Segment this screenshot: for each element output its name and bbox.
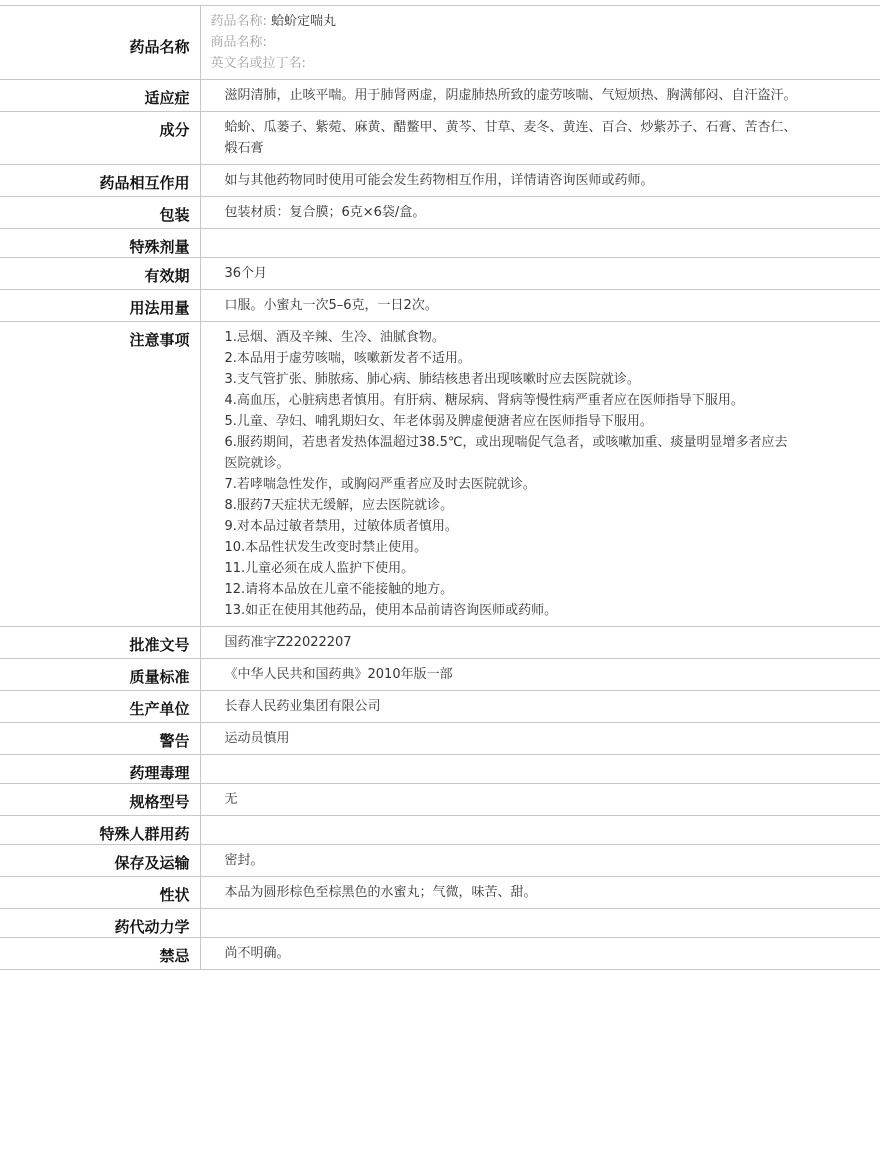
value-shelf-life: 36个月 <box>200 258 880 290</box>
value-interactions: 如与其他药物同时使用可能会发生药物相互作用，详情请咨询医师或药师。 <box>200 165 880 197</box>
value-pharmacokinetics <box>200 909 880 938</box>
precaution-item: 3.支气管扩张、肺脓疡、肺心病、肺结核患者出现咳嗽时应去医院就诊。 <box>224 372 640 387</box>
trade-name-key: 商品名称: <box>210 35 267 50</box>
label-storage: 保存及运输 <box>0 845 200 877</box>
label-indications: 适应症 <box>0 80 200 112</box>
value-warning: 运动员慎用 <box>200 723 880 755</box>
drug-name-line <box>211 11 801 32</box>
drug-info-table <box>0 5 880 970</box>
row-approval <box>0 627 880 659</box>
value-quality-standard: 《中华人民共和国药典》2010年版一部 <box>200 659 880 691</box>
label-shelf-life: 有效期 <box>0 258 200 290</box>
label-pharmacokinetics: 药代动力学 <box>0 909 200 938</box>
trade-name-line <box>211 32 801 53</box>
label-specification: 规格型号 <box>0 784 200 816</box>
precaution-item: 4.高血压，心脏病患者慎用。有肝病、糖尿病、肾病等慢性病严重者应在医师指导下服用。 <box>224 393 744 408</box>
row-special-dosage <box>0 229 880 258</box>
value-pharmacology <box>200 755 880 784</box>
precaution-item: 12.请将本品放在儿童不能接触的地方。 <box>224 582 454 597</box>
value-indications: 滋阴清肺，止咳平喘。用于肺肾两虚，阴虚肺热所致的虚劳咳喘、气短烦热、胸满郁闷、自汗盗汗。 <box>200 80 880 112</box>
english-name-key: 英文名或拉丁名: <box>210 56 306 71</box>
label-special-dosage: 特殊剂量 <box>0 229 200 258</box>
value-storage: 密封。 <box>200 845 880 877</box>
value-contraindications: 尚不明确。 <box>200 938 880 970</box>
row-precautions <box>0 322 880 627</box>
value-special-population <box>200 816 880 845</box>
row-contraindications <box>0 938 880 970</box>
value-ingredients: 蛤蚧、瓜蒌子、紫菀、麻黄、醋鳖甲、黄芩、甘草、麦冬、黄连、百合、炒紫苏子、石膏、苦杏仁、煅石膏 <box>200 112 880 165</box>
label-warning: 警告 <box>0 723 200 755</box>
value-usage: 口服。小蜜丸一次5–6克，一日2次。 <box>200 290 880 322</box>
drug-name-key: 药品名称: <box>210 14 267 29</box>
row-manufacturer <box>0 691 880 723</box>
precaution-item: 6.服药期间，若患者发热体温超过38.5℃，或出现喘促气急者，或咳嗽加重、痰量明显增多者应去医院就诊。 <box>224 435 788 471</box>
label-pharmacology: 药理毒理 <box>0 755 200 784</box>
label-drug-name: 药品名称 <box>0 6 200 80</box>
label-contraindications: 禁忌 <box>0 938 200 970</box>
english-name-line <box>211 53 801 74</box>
label-manufacturer: 生产单位 <box>0 691 200 723</box>
row-shelf-life <box>0 258 880 290</box>
precaution-item: 11.儿童必须在成人监护下使用。 <box>224 561 415 576</box>
label-quality-standard: 质量标准 <box>0 659 200 691</box>
label-precautions: 注意事项 <box>0 322 200 627</box>
precaution-item: 7.若哮喘急性发作，或胸闷严重者应及时去医院就诊。 <box>224 477 536 492</box>
precaution-item: 13.如正在使用其他药品，使用本品前请咨询医师或药师。 <box>224 603 558 618</box>
precaution-item: 10.本品性状发生改变时禁止使用。 <box>224 540 428 555</box>
precaution-item: 5.儿童、孕妇、哺乳期妇女、年老体弱及脾虚便溏者应在医师指导下服用。 <box>224 414 653 429</box>
row-indications <box>0 80 880 112</box>
row-special-population <box>0 816 880 845</box>
label-usage: 用法用量 <box>0 290 200 322</box>
label-appearance: 性状 <box>0 877 200 909</box>
value-special-dosage <box>200 229 880 258</box>
row-packaging <box>0 197 880 229</box>
label-special-population: 特殊人群用药 <box>0 816 200 845</box>
row-specification <box>0 784 880 816</box>
row-appearance <box>0 877 880 909</box>
label-ingredients: 成分 <box>0 112 200 165</box>
value-precautions <box>200 322 880 627</box>
row-ingredients <box>0 112 880 165</box>
value-packaging: 包装材质：复合膜；6克×6袋/盒。 <box>200 197 880 229</box>
precaution-item: 9.对本品过敏者禁用，过敏体质者慎用。 <box>224 519 458 534</box>
drug-name-value: 蛤蚧定喘丸 <box>271 14 337 29</box>
row-warning <box>0 723 880 755</box>
value-manufacturer: 长春人民药业集团有限公司 <box>200 691 880 723</box>
drug-name-block <box>200 6 880 80</box>
label-interactions: 药品相互作用 <box>0 165 200 197</box>
row-pharmacokinetics <box>0 909 880 938</box>
row-interactions <box>0 165 880 197</box>
precaution-item: 8.服药7天症状无缓解，应去医院就诊。 <box>224 498 454 513</box>
value-approval: 国药准字Z22022207 <box>200 627 880 659</box>
precaution-item: 2.本品用于虚劳咳喘，咳嗽新发者不适用。 <box>224 351 471 366</box>
label-packaging: 包装 <box>0 197 200 229</box>
value-appearance: 本品为圆形棕色至棕黑色的水蜜丸；气微，味苦、甜。 <box>200 877 880 909</box>
row-pharmacology <box>0 755 880 784</box>
row-drug-name <box>0 6 880 80</box>
label-approval: 批准文号 <box>0 627 200 659</box>
row-quality-standard <box>0 659 880 691</box>
row-storage <box>0 845 880 877</box>
row-usage <box>0 290 880 322</box>
precaution-item: 1.忌烟、酒及辛辣、生冷、油腻食物。 <box>224 330 445 345</box>
value-specification: 无 <box>200 784 880 816</box>
